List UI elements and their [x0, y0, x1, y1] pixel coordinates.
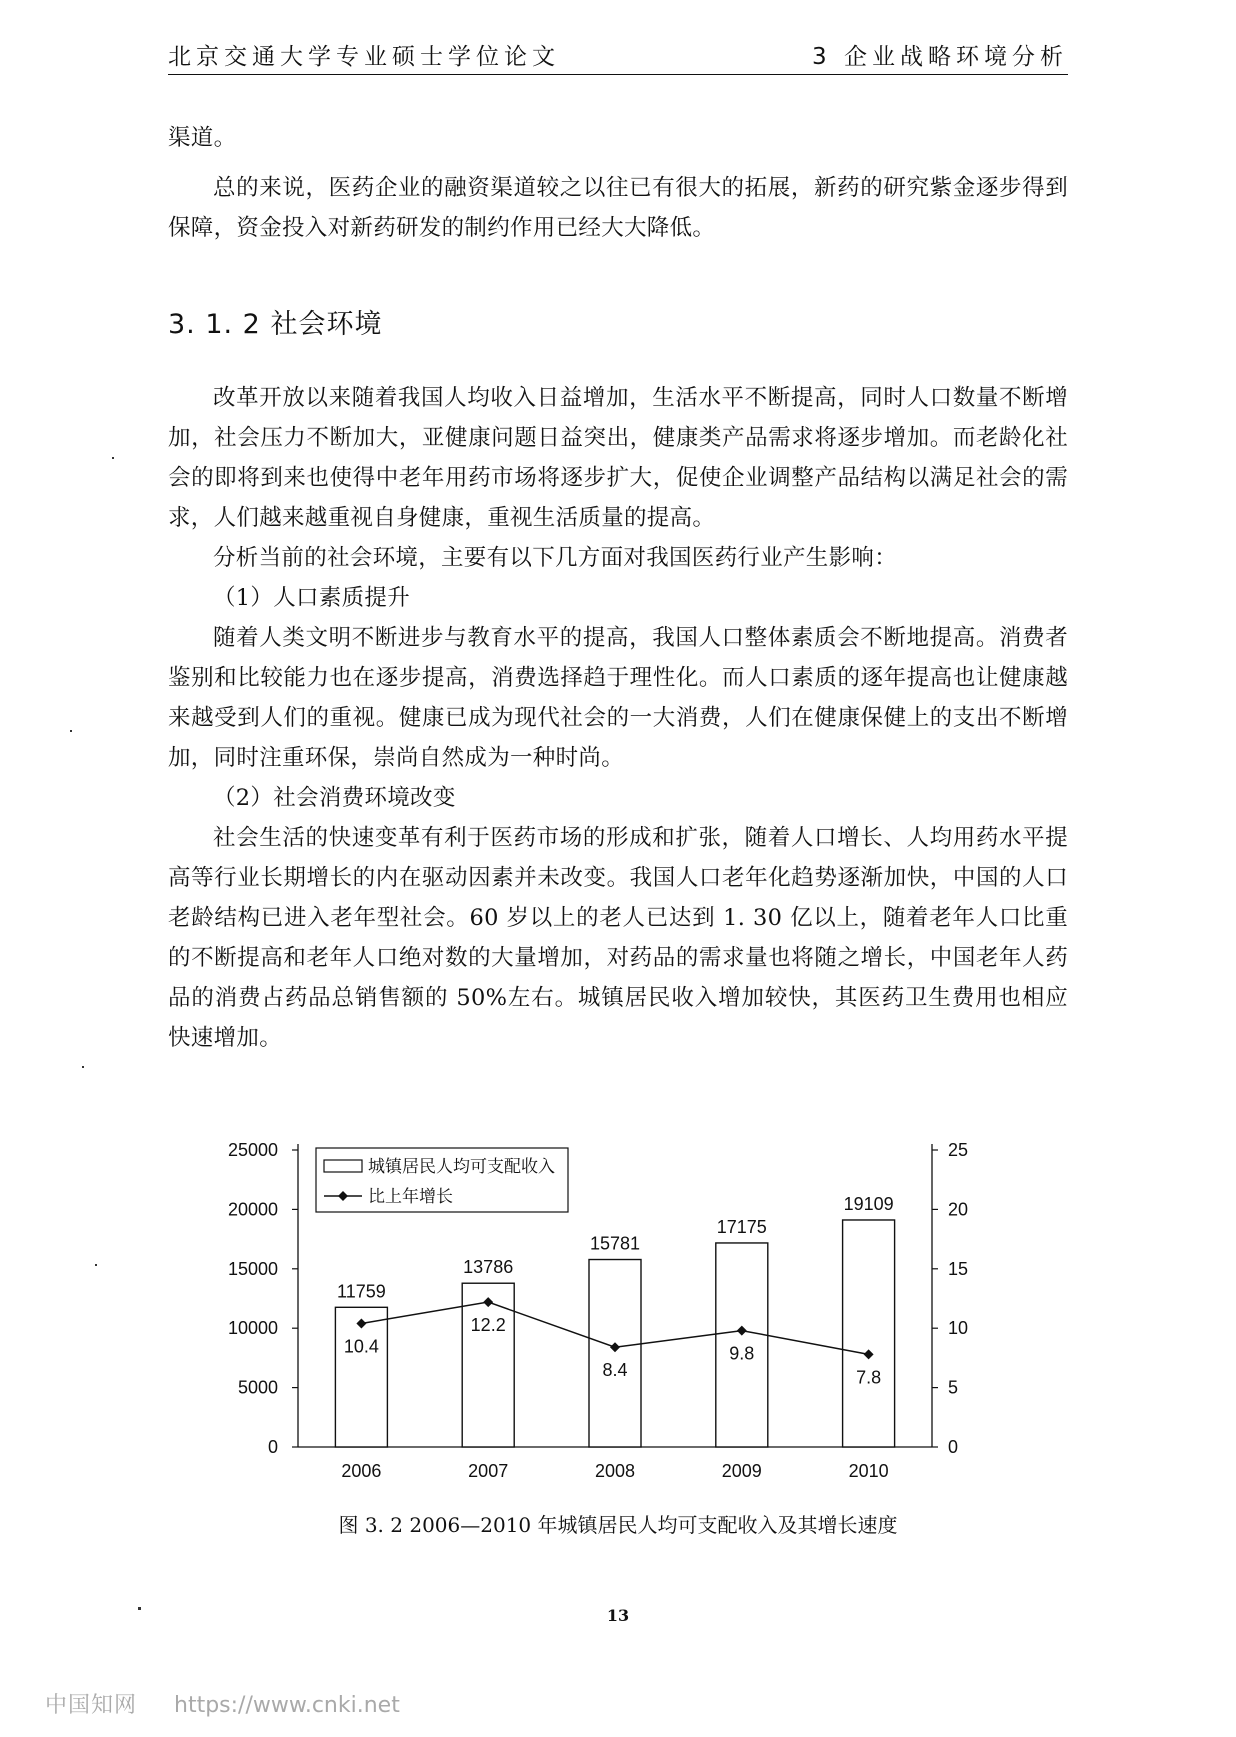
income-bar	[843, 1220, 895, 1447]
income-bar-label: 15781	[589, 1233, 641, 1254]
subheading-consumption-environment: （2）社会消费环境改变	[213, 785, 456, 811]
scan-speck	[95, 1264, 97, 1266]
right-axis-tick-label: 0	[948, 1437, 959, 1457]
header-chapter-title: 3 企业战略环境分析	[812, 44, 1068, 70]
site-watermark	[45, 1688, 400, 1719]
section-heading: 3. 1. 2 社会环境	[168, 309, 383, 340]
paragraph-analysis: 分析当前的社会环境，主要有以下几方面对我国医药行业产生影响：	[213, 545, 898, 571]
income-bar	[589, 1260, 641, 1447]
figure-caption: 图 3. 2 2006—2010 年城镇居民人均可支配收入及其增长速度	[338, 1513, 898, 1537]
paragraph-financing: 总的来说，医药企业的融资渠道较之以往已有很大的拓展，新药的研究紫金逐步得到保障，资金投入对新药研发的制约作用已经大大降低。	[168, 175, 1068, 241]
paragraph-social-intro: 改革开放以来随着我国人均收入日益增加，生活水平不断提高，同时人口数量不断增加，社会压力不断加大，亚健康问题日益突出，健康类产品需求将逐步增加。而老龄化社会的即将到来也使得中老年用药市场将逐步扩大，促使企业调整产品结构以满足社会的需求，人们越来越重视自身健康，重视生活质量的提高。	[168, 385, 1068, 531]
left-axis-tick-label: 10000	[227, 1318, 278, 1339]
income-bar-label: 17175	[716, 1216, 767, 1237]
left-axis-tick-label: 25000	[227, 1140, 278, 1160]
income-bar-label: 11759	[337, 1281, 386, 1302]
income-bar-label: 19109	[843, 1193, 894, 1214]
scan-speck	[70, 730, 72, 732]
right-axis-tick-label: 20	[948, 1199, 969, 1220]
growth-point-label: 7.8	[856, 1367, 882, 1388]
cnki-url[interactable]: https://www.cnki.net	[174, 1693, 400, 1718]
right-axis-tick-label: 10	[948, 1318, 969, 1339]
scan-speck	[112, 457, 114, 459]
x-axis-tick-label: 2008	[594, 1461, 636, 1481]
paragraph-population-quality: 随着人类文明不断进步与教育水平的提高，我国人口整体素质会不断地提高。消费者鉴别和比较能力也在逐步提高，消费选择趋于理性化。而人口素质的逐年提高也让健康越来越受到人们的重视。健康已成为现代社会的一大消费，人们在健康保健上的支出不断增加，同时注重环保，崇尚自然成为一种时尚。	[168, 625, 1068, 771]
x-axis-tick-label: 2010	[848, 1461, 889, 1481]
growth-point-label: 10.4	[343, 1336, 379, 1357]
scan-speck	[82, 1066, 84, 1068]
left-axis-tick-label: 0	[267, 1437, 278, 1457]
page-number: 13	[606, 1606, 630, 1625]
paragraph-continued: 渠道。	[168, 125, 237, 151]
legend-bar-label: 城镇居民人均可支配收入	[368, 1157, 555, 1176]
header-thesis-title: 北京交通大学专业硕士学位论文	[168, 44, 560, 70]
header-rule	[168, 74, 1068, 75]
subheading-population-quality: （1）人口素质提升	[213, 585, 411, 611]
cnki-logo-text: 中国知网	[45, 1693, 138, 1718]
running-header	[168, 38, 1068, 72]
growth-point-label: 8.4	[602, 1360, 628, 1381]
right-axis-tick-label: 5	[948, 1377, 959, 1398]
income-bar-label: 13786	[463, 1257, 514, 1278]
legend-bar-swatch	[324, 1160, 362, 1172]
income-growth-chart	[200, 1120, 1000, 1485]
scan-speck	[138, 1607, 141, 1610]
left-axis-tick-label: 20000	[227, 1199, 278, 1220]
x-axis-tick-label: 2006	[341, 1461, 382, 1481]
right-axis-tick-label: 15	[948, 1258, 969, 1279]
x-axis-tick-label: 2009	[721, 1461, 762, 1481]
left-axis-tick-label: 5000	[237, 1377, 278, 1398]
growth-point-label: 12.2	[470, 1315, 506, 1336]
growth-point-label: 9.8	[729, 1343, 755, 1364]
paragraph-consumption-environment: 社会生活的快速变革有利于医药市场的形成和扩张，随着人口增长、人均用药水平提高等行业长期增长的内在驱动因素并未改变。我国人口老年化趋势逐渐加快，中国的人口老龄结构已进入老年型社会。60 岁以上的老人已达到 1. 30 亿以上，随着老年人口比重的不断提高和老年人口绝对数的大量增加，对药品的需求量也将随之增长，中国老年人药品的消费占药品总销售额的 50%左右。城镇居民收入增加较快，其医药卫生费用也相应快速增加。	[168, 825, 1068, 1051]
legend-line-label: 比上年增长	[368, 1187, 453, 1206]
left-axis-tick-label: 15000	[227, 1258, 278, 1279]
x-axis-tick-label: 2007	[468, 1461, 509, 1481]
right-axis-tick-label: 25	[948, 1140, 969, 1160]
